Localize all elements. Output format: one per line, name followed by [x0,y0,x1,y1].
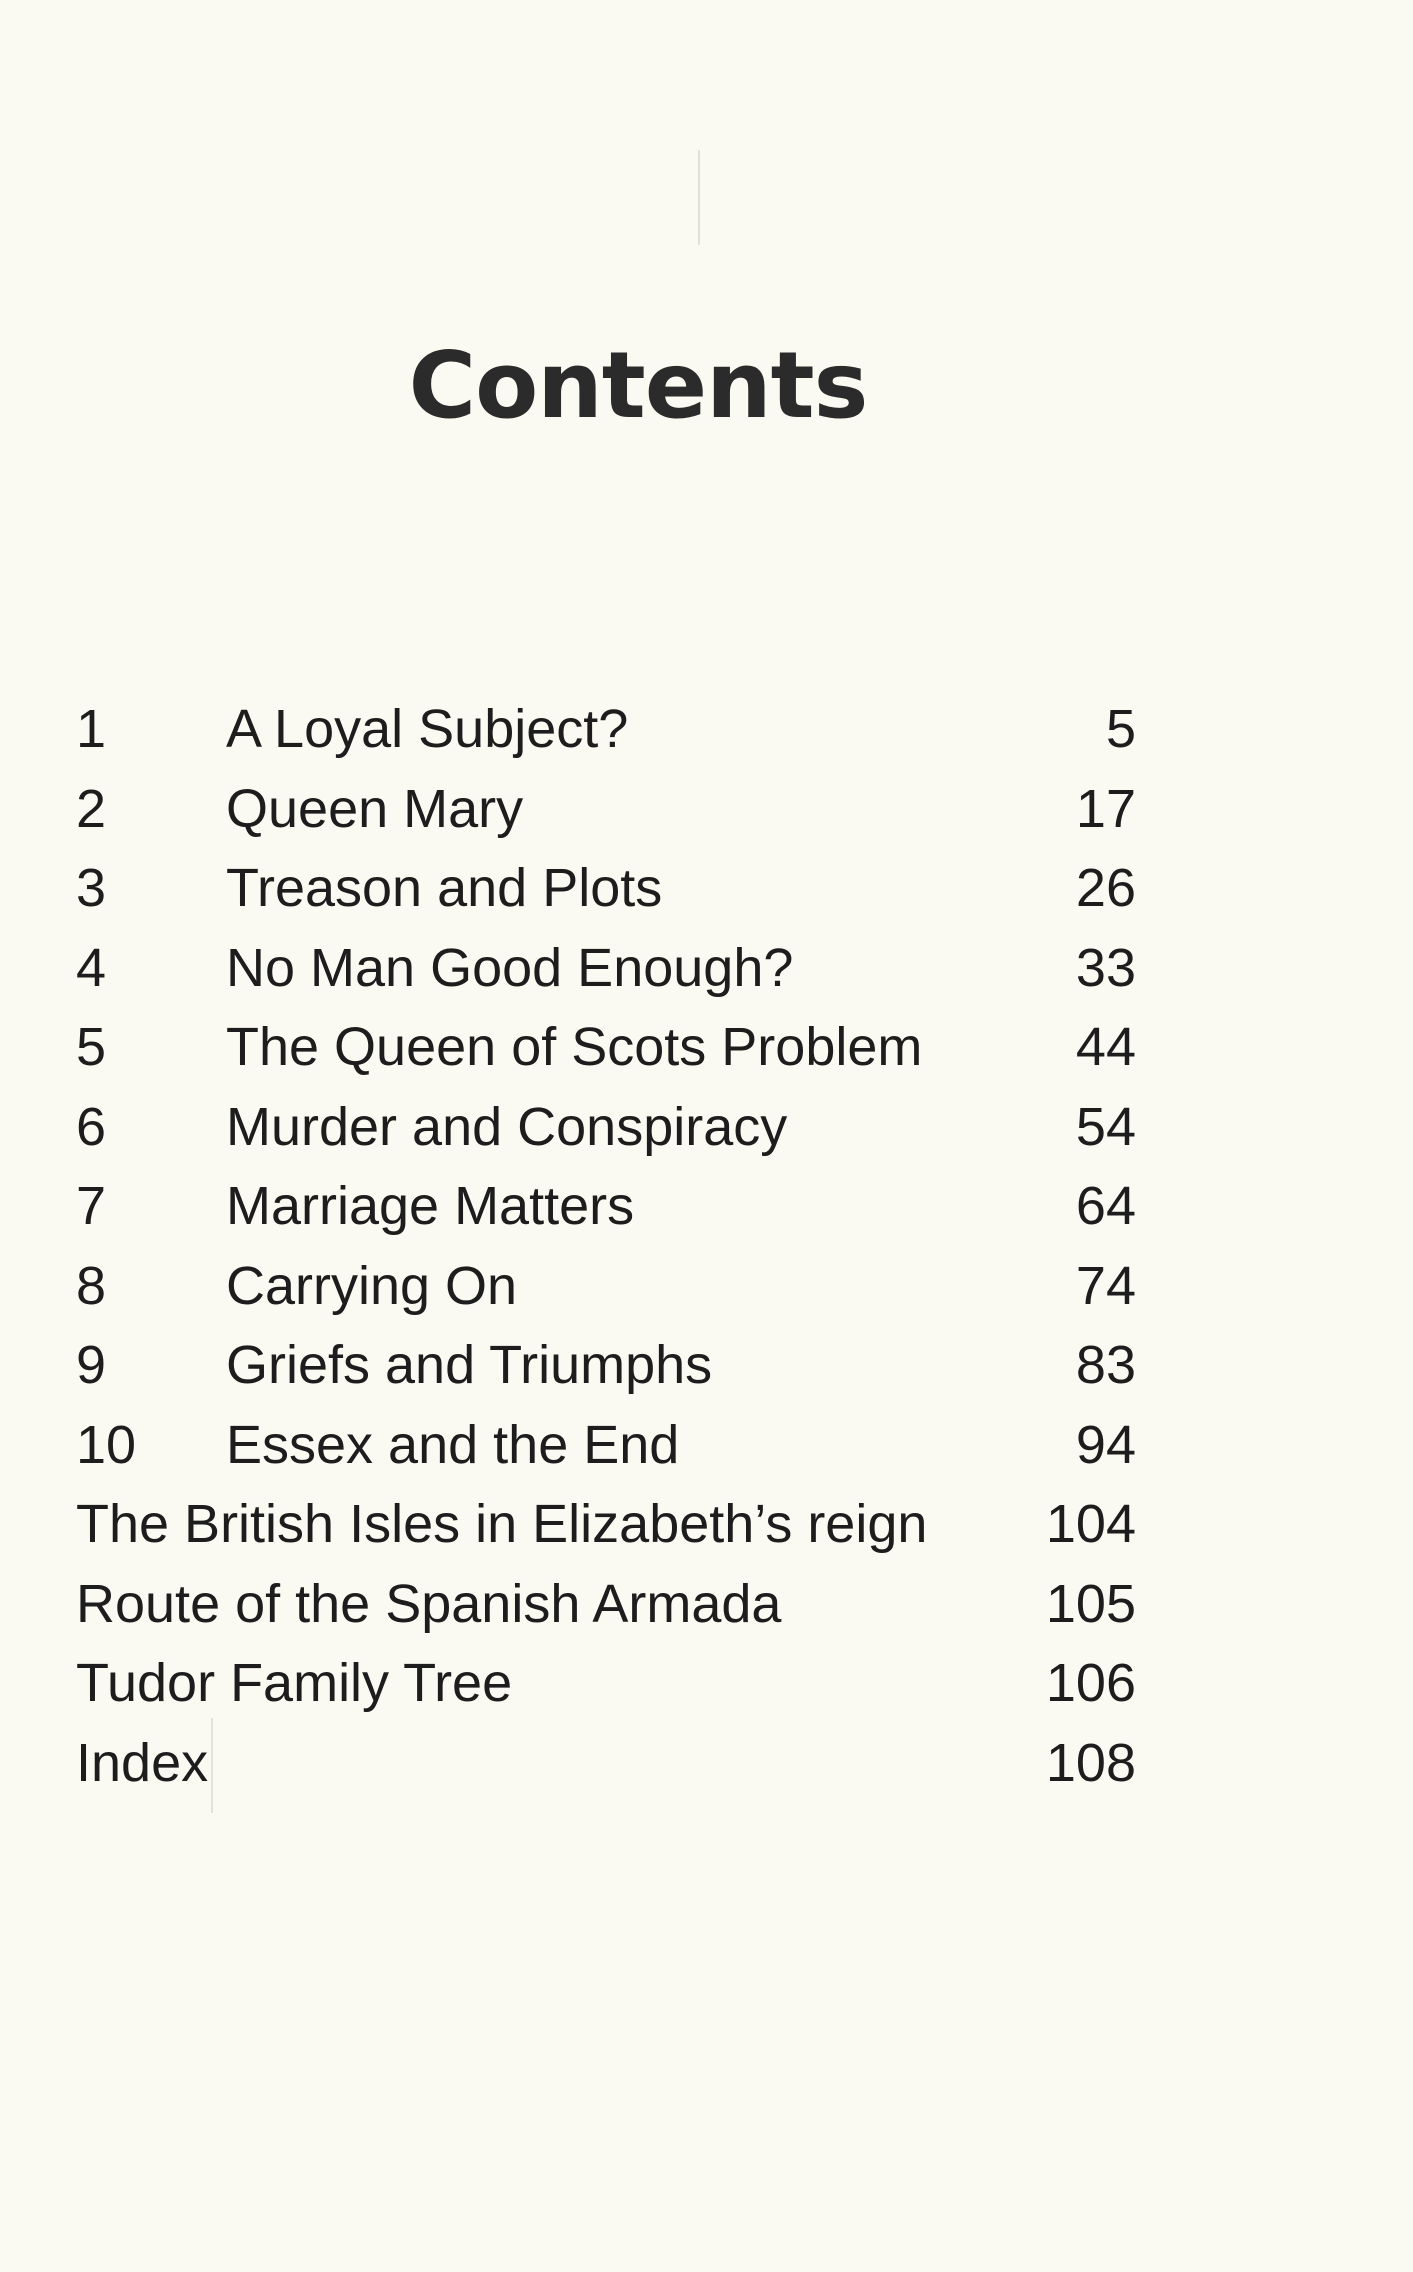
page-number: 104 [1045,1494,1136,1554]
page-number: 54 [1075,1096,1136,1157]
chapter-title: A Loyal Subject? [226,699,629,759]
chapter-title: Carrying On [226,1255,518,1316]
chapter-number: 9 [76,1335,107,1395]
page-number: 74 [1075,1255,1136,1316]
section-title: The British Isles in Elizabeth’s reign [76,1494,928,1554]
toc-back-matter-row [76,1644,1136,1724]
scan-artifact-line [698,150,700,245]
section-title: Index [76,1732,209,1793]
chapter-number: 8 [76,1255,107,1316]
toc-back-matter-row [76,1724,1136,1804]
toc-chapter-row [76,849,1136,929]
chapter-title: No Man Good Enough? [226,937,794,998]
chapter-number: 10 [76,1414,137,1475]
page-number: 108 [1045,1732,1136,1793]
page-number: 17 [1075,778,1136,839]
page-number: 26 [1075,858,1136,918]
chapter-title: The Queen of Scots Problem [226,1017,923,1077]
toc-chapter-row [76,770,1136,850]
chapter-title: Marriage Matters [226,1176,635,1236]
toc-chapter-row [76,1008,1136,1088]
chapter-title: Treason and Plots [226,858,663,918]
toc-chapter-row [76,929,1136,1009]
chapter-number: 2 [76,778,107,839]
chapter-number: 1 [76,699,107,759]
toc-chapter-row [76,1088,1136,1168]
toc-back-matter-row [76,1565,1136,1645]
toc-back-matter-row [76,1485,1136,1565]
section-title: Route of the Spanish Armada [76,1573,782,1634]
chapter-number: 3 [76,858,107,918]
page-title: Contents [408,332,868,439]
page-number: 5 [1105,699,1136,759]
page-number: 106 [1045,1653,1136,1713]
chapter-number: 5 [76,1017,107,1077]
page-number: 105 [1045,1573,1136,1634]
page-number: 94 [1075,1414,1136,1475]
chapter-number: 6 [76,1096,107,1157]
chapter-title: Griefs and Triumphs [226,1335,713,1395]
table-of-contents [76,690,1136,1803]
toc-chapter-row [76,1406,1136,1486]
chapter-number: 4 [76,937,107,998]
page-number: 83 [1075,1335,1136,1395]
page-number: 33 [1075,937,1136,998]
chapter-title: Queen Mary [226,778,524,839]
chapter-title: Essex and the End [226,1414,680,1475]
chapter-number: 7 [76,1176,107,1236]
section-title: Tudor Family Tree [76,1653,513,1713]
toc-chapter-row [76,1247,1136,1327]
chapter-title: Murder and Conspiracy [226,1096,788,1157]
toc-chapter-row [76,1326,1136,1406]
page-number: 64 [1075,1176,1136,1236]
page-number: 44 [1075,1017,1136,1077]
toc-chapter-row [76,690,1136,770]
toc-chapter-row [76,1167,1136,1247]
